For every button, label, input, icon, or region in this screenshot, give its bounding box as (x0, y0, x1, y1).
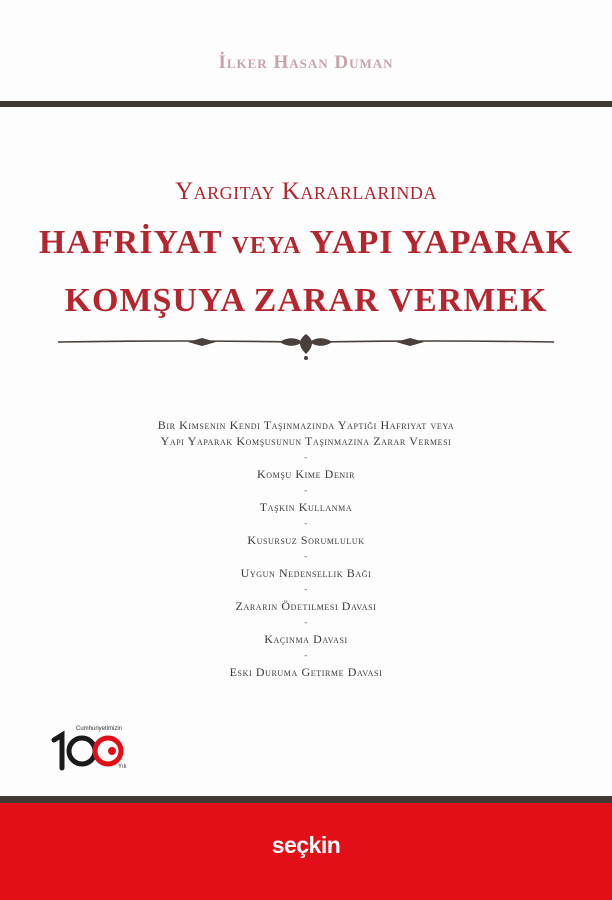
ornament-divider (58, 332, 554, 362)
topic-item: Zararın Ödetilmesi Davası (235, 599, 377, 613)
centennial-logo (46, 724, 136, 774)
book-subtitle: Yargıtay Kararlarında (175, 178, 437, 205)
topic-first-line-1: Bir Kimsenin Kendi Taşınmazında Yaptığı Hafriyat veya (157, 418, 455, 432)
separator: - (304, 518, 308, 528)
topic-item: Komşu Kime Denir (256, 467, 356, 481)
separator: - (304, 551, 308, 561)
separator: - (304, 584, 308, 594)
author-name: İlker Hasan Duman (218, 52, 394, 73)
separator: - (304, 617, 308, 627)
bottom-divider (0, 796, 612, 803)
book-title-line-2: KOMŞUYA ZARAR VERMEK (64, 282, 548, 319)
book-title-line-1: HAFRİYAT veya YAPI YAPARAK (38, 224, 574, 261)
topic-first-line-2: Yapı Yaparak Komşusunun Taşınmazına Zarar Vermesi (160, 434, 452, 448)
separator: - (304, 650, 308, 660)
topic-list (0, 417, 612, 680)
publisher-logo: seçkin (271, 832, 341, 858)
badge-top-text: Cumhuriyetimizin (76, 726, 123, 732)
badge-bottom-text: Yılı (118, 764, 127, 770)
topic-item: Kusursuz Sorumluluk (247, 533, 365, 547)
topic-item: Taşkın Kullanma (259, 500, 353, 514)
topic-item: Eski Duruma Getirme Davası (229, 665, 383, 679)
separator: - (304, 485, 308, 495)
topic-item: Uygun Nedensellik Bağı (240, 566, 372, 580)
separator: - (304, 452, 308, 462)
topic-item: Kaçınma Davası (264, 632, 348, 646)
top-divider (0, 101, 612, 107)
